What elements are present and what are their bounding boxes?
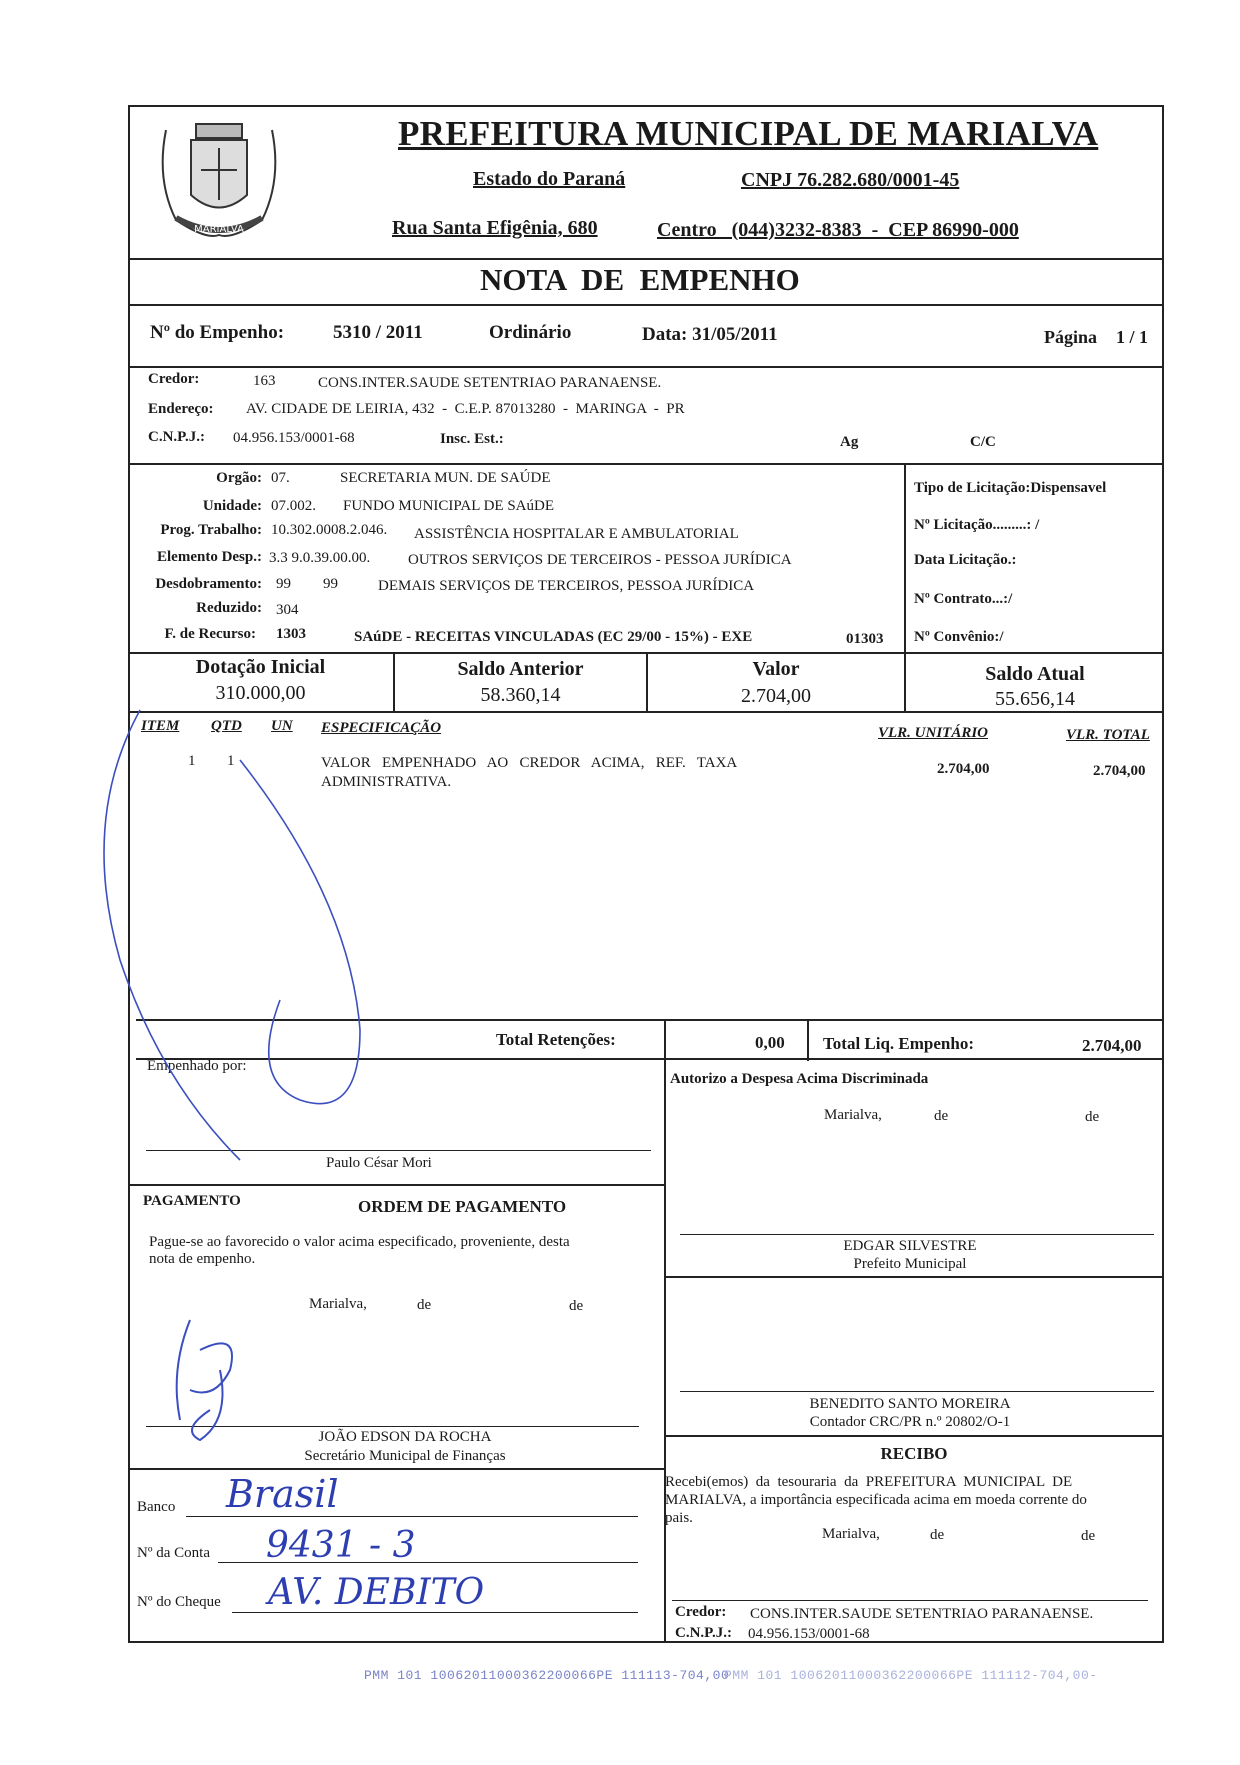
saldo-anterior-label: Saldo Anterior bbox=[457, 658, 584, 680]
vertical-divider bbox=[807, 1019, 809, 1061]
page-number: 1 / 1 bbox=[1116, 327, 1149, 347]
recibo-text-cont: MARIALVA, a importância especificada acima em moeda corrente do bbox=[665, 1492, 1087, 1508]
field-underline bbox=[186, 1516, 638, 1517]
orgao-label: Orgão: bbox=[216, 470, 262, 486]
item-description-cont: ADMINISTRATIVA. bbox=[321, 774, 452, 790]
cnpj-label: C.N.P.J.: bbox=[148, 429, 205, 445]
divider bbox=[128, 463, 1164, 465]
initials-signature bbox=[160, 1310, 270, 1450]
numero-contrato: Nº Contrato...:/ bbox=[914, 591, 1013, 607]
pagamento-text: Pague-se ao favorecido o valor acima especificado, proveniente, desta bbox=[149, 1234, 570, 1250]
recibo-de-2: de bbox=[1081, 1528, 1096, 1544]
unidade-label: Unidade: bbox=[202, 498, 262, 514]
valor-label: Valor bbox=[752, 658, 800, 680]
vertical-divider bbox=[904, 463, 906, 653]
prefeito-name: EDGAR SILVESTRE bbox=[843, 1238, 977, 1254]
item-unit-value: 2.704,00 bbox=[937, 761, 990, 777]
prog-trabalho-label: Prog. Trabalho: bbox=[160, 522, 262, 538]
ag-label: Ag bbox=[840, 434, 859, 450]
elemento-name: OUTROS SERVIÇOS DE TERCEIROS - PESSOA JURÍDICA bbox=[408, 552, 792, 568]
micr-code-2: PMM 101 10062011000362200066PE 111112-704,00- bbox=[724, 1668, 1098, 1683]
ordem-pagamento-label: ORDEM DE PAGAMENTO bbox=[358, 1197, 567, 1216]
item-description: VALOR EMPENHADO AO CREDOR ACIMA, REF. TAXA bbox=[321, 755, 738, 771]
contact-label: Centro (044)3232-8383 - CEP 86990-000 bbox=[657, 219, 1019, 241]
divider bbox=[130, 1184, 664, 1186]
autorizo-de-1: de bbox=[934, 1108, 949, 1124]
divider bbox=[128, 304, 1164, 306]
pagamento-de-2: de bbox=[569, 1298, 584, 1314]
saldo-atual-value: 55.656,14 bbox=[995, 688, 1075, 710]
vertical-divider bbox=[664, 1058, 666, 1643]
cheque-label: Nº do Cheque bbox=[137, 1594, 221, 1610]
elemento-code: 3.3 9.0.39.00.00. bbox=[269, 550, 371, 566]
autorizo-label: Autorizo a Despesa Acima Discriminada bbox=[670, 1071, 929, 1087]
desdobramento-name: DEMAIS SERVIÇOS DE TERCEIROS, PESSOA JURÍDICA bbox=[378, 578, 755, 594]
saldo-atual-label: Saldo Atual bbox=[985, 663, 1085, 685]
col-header-item: ITEM bbox=[141, 718, 180, 734]
credor-cnpj: 04.956.153/0001-68 bbox=[233, 430, 355, 446]
prog-trabalho-code: 10.302.0008.2.046. bbox=[271, 522, 388, 538]
pagamento-city: Marialva, bbox=[309, 1296, 367, 1312]
banco-label: Banco bbox=[137, 1499, 176, 1515]
empenhado-por-label: Empenhado por: bbox=[147, 1058, 247, 1074]
empenho-number: 5310 / 2011 bbox=[333, 322, 423, 343]
orgao-code: 07. bbox=[271, 470, 290, 486]
banco-handwritten: Brasil bbox=[226, 1472, 339, 1516]
endereco-label: Endereço: bbox=[148, 401, 214, 417]
divider bbox=[128, 258, 1164, 260]
item-number: 1 bbox=[188, 753, 196, 769]
fonte-recurso-name: SAúDE - RECEITAS VINCULADAS (EC 29/00 - 15%) - EXE bbox=[354, 629, 753, 645]
signature-line bbox=[672, 1600, 1148, 1601]
col-header-vlr-unitario: VLR. UNITÁRIO bbox=[878, 725, 989, 741]
credor-name: CONS.INTER.SAUDE SETENTRIAO PARANAENSE. bbox=[318, 375, 662, 391]
recibo-credor-label: Credor: bbox=[675, 1604, 727, 1620]
secretario-title: Secretário Municipal de Finanças bbox=[304, 1448, 506, 1464]
total-retencoes-label: Total Retenções: bbox=[496, 1030, 616, 1049]
dotacao-inicial-value: 310.000,00 bbox=[215, 682, 306, 704]
fonte-recurso-code: 1303 bbox=[276, 626, 306, 642]
prefeito-title: Prefeito Municipal bbox=[853, 1256, 967, 1272]
divider bbox=[664, 1435, 1164, 1437]
col-header-vlr-total: VLR. TOTAL bbox=[1066, 727, 1150, 743]
signature-line bbox=[680, 1234, 1154, 1235]
cheque-handwritten: AV. DEBITO bbox=[268, 1572, 485, 1613]
unidade-name: FUNDO MUNICIPAL DE SAúDE bbox=[343, 498, 554, 514]
reduzido-value: 304 bbox=[276, 602, 299, 618]
recibo-text-end: pais. bbox=[665, 1510, 693, 1526]
cnpj-label: CNPJ 76.282.680/0001-45 bbox=[741, 169, 960, 191]
contador-title: Contador CRC/PR n.º 20802/O-1 bbox=[809, 1414, 1011, 1430]
credor-code: 163 bbox=[253, 373, 276, 389]
recibo-cnpj: 04.956.153/0001-68 bbox=[748, 1626, 870, 1642]
credor-label: Credor: bbox=[148, 371, 200, 387]
recibo-credor-name: CONS.INTER.SAUDE SETENTRIAO PARANAENSE. bbox=[750, 1606, 1094, 1622]
dotacao-inicial-label: Dotação Inicial bbox=[195, 656, 326, 678]
fonte-recurso-label: F. de Recurso: bbox=[164, 626, 256, 642]
cc-label: C/C bbox=[970, 434, 996, 450]
data-licitacao: Data Licitação.: bbox=[914, 552, 1017, 568]
elemento-label: Elemento Desp.: bbox=[157, 549, 262, 565]
divider bbox=[128, 366, 1164, 368]
tipo-licitacao: Tipo de Licitação:Dispensavel bbox=[914, 480, 1107, 496]
numero-licitacao: Nº Licitação.........: / bbox=[914, 517, 1040, 533]
pagamento-de-1: de bbox=[417, 1297, 432, 1313]
numero-convenio: Nº Convênio:/ bbox=[914, 629, 1004, 645]
seal-text: MARIALVA bbox=[194, 224, 244, 235]
endereco-value: AV. CIDADE DE LEIRIA, 432 - C.E.P. 87013280 - MARINGA - PR bbox=[246, 401, 685, 417]
item-total-value: 2.704,00 bbox=[1093, 763, 1146, 779]
doc-title: NOTA DE EMPENHO bbox=[480, 262, 800, 297]
insc-est-label: Insc. Est.: bbox=[440, 431, 504, 447]
vertical-divider bbox=[664, 1019, 666, 1061]
signature-line bbox=[680, 1391, 1154, 1392]
recibo-text: Recebi(emos) da tesouraria da PREFEITURA MUNICIPAL DE bbox=[665, 1474, 1073, 1490]
divider bbox=[664, 1276, 1164, 1278]
total-retencoes-value: 0,00 bbox=[755, 1033, 785, 1052]
total-liq-label: Total Liq. Empenho: bbox=[823, 1034, 974, 1053]
address-label: Rua Santa Efigênia, 680 bbox=[392, 217, 598, 239]
recibo-title: RECIBO bbox=[880, 1444, 948, 1463]
pagamento-text-cont: nota de empenho. bbox=[149, 1251, 256, 1267]
desdobramento-label: Desdobramento: bbox=[155, 576, 262, 592]
col-header-especificacao: ESPECIFICAÇÃO bbox=[321, 720, 442, 736]
desdobramento-code-2: 99 bbox=[323, 576, 338, 592]
conta-label: Nº da Conta bbox=[137, 1545, 210, 1561]
recibo-de-1: de bbox=[930, 1527, 945, 1543]
page-label: Página bbox=[1044, 327, 1098, 347]
empenhado-name: Paulo César Mori bbox=[326, 1155, 432, 1171]
prefeitura-title: PREFEITURA MUNICIPAL DE MARIALVA bbox=[398, 114, 1099, 153]
autorizo-de-2: de bbox=[1085, 1109, 1100, 1125]
secretario-name: JOÃO EDSON DA ROCHA bbox=[318, 1429, 492, 1445]
empenho-type: Ordinário bbox=[489, 322, 572, 343]
coat-of-arms bbox=[146, 110, 292, 250]
desdobramento-code-1: 99 bbox=[276, 576, 291, 592]
micr-code-1: PMM 101 10062011000362200066PE 111113-704,00 bbox=[364, 1668, 730, 1683]
saldo-anterior-value: 58.360,14 bbox=[480, 684, 561, 706]
state-label: Estado do Paraná bbox=[473, 168, 626, 190]
autorizo-city: Marialva, bbox=[824, 1107, 882, 1123]
pagamento-label: PAGAMENTO bbox=[143, 1193, 241, 1209]
reduzido-label: Reduzido: bbox=[196, 600, 262, 616]
orgao-name: SECRETARIA MUN. DE SAÚDE bbox=[340, 470, 551, 486]
fonte-recurso-number: 01303 bbox=[846, 631, 884, 647]
divider bbox=[130, 1468, 664, 1470]
signature-scribble bbox=[100, 700, 400, 1170]
empenho-number-label: Nº do Empenho: bbox=[150, 322, 285, 343]
contador-name: BENEDITO SANTO MOREIRA bbox=[809, 1396, 1011, 1412]
recibo-city: Marialva, bbox=[822, 1526, 880, 1542]
item-qtd: 1 bbox=[227, 753, 235, 769]
empenho-date: Data: 31/05/2011 bbox=[642, 324, 778, 345]
recibo-cnpj-label: C.N.P.J.: bbox=[675, 1625, 732, 1641]
conta-handwritten: 9431 - 3 bbox=[266, 1525, 416, 1566]
unidade-code: 07.002. bbox=[271, 498, 316, 514]
valor-value: 2.704,00 bbox=[741, 685, 811, 707]
col-header-un: UN bbox=[271, 718, 293, 734]
total-liq-value: 2.704,00 bbox=[1082, 1036, 1142, 1055]
prog-trabalho-name: ASSISTÊNCIA HOSPITALAR E AMBULATORIAL bbox=[414, 526, 739, 542]
col-header-qtd: QTD bbox=[211, 718, 242, 734]
